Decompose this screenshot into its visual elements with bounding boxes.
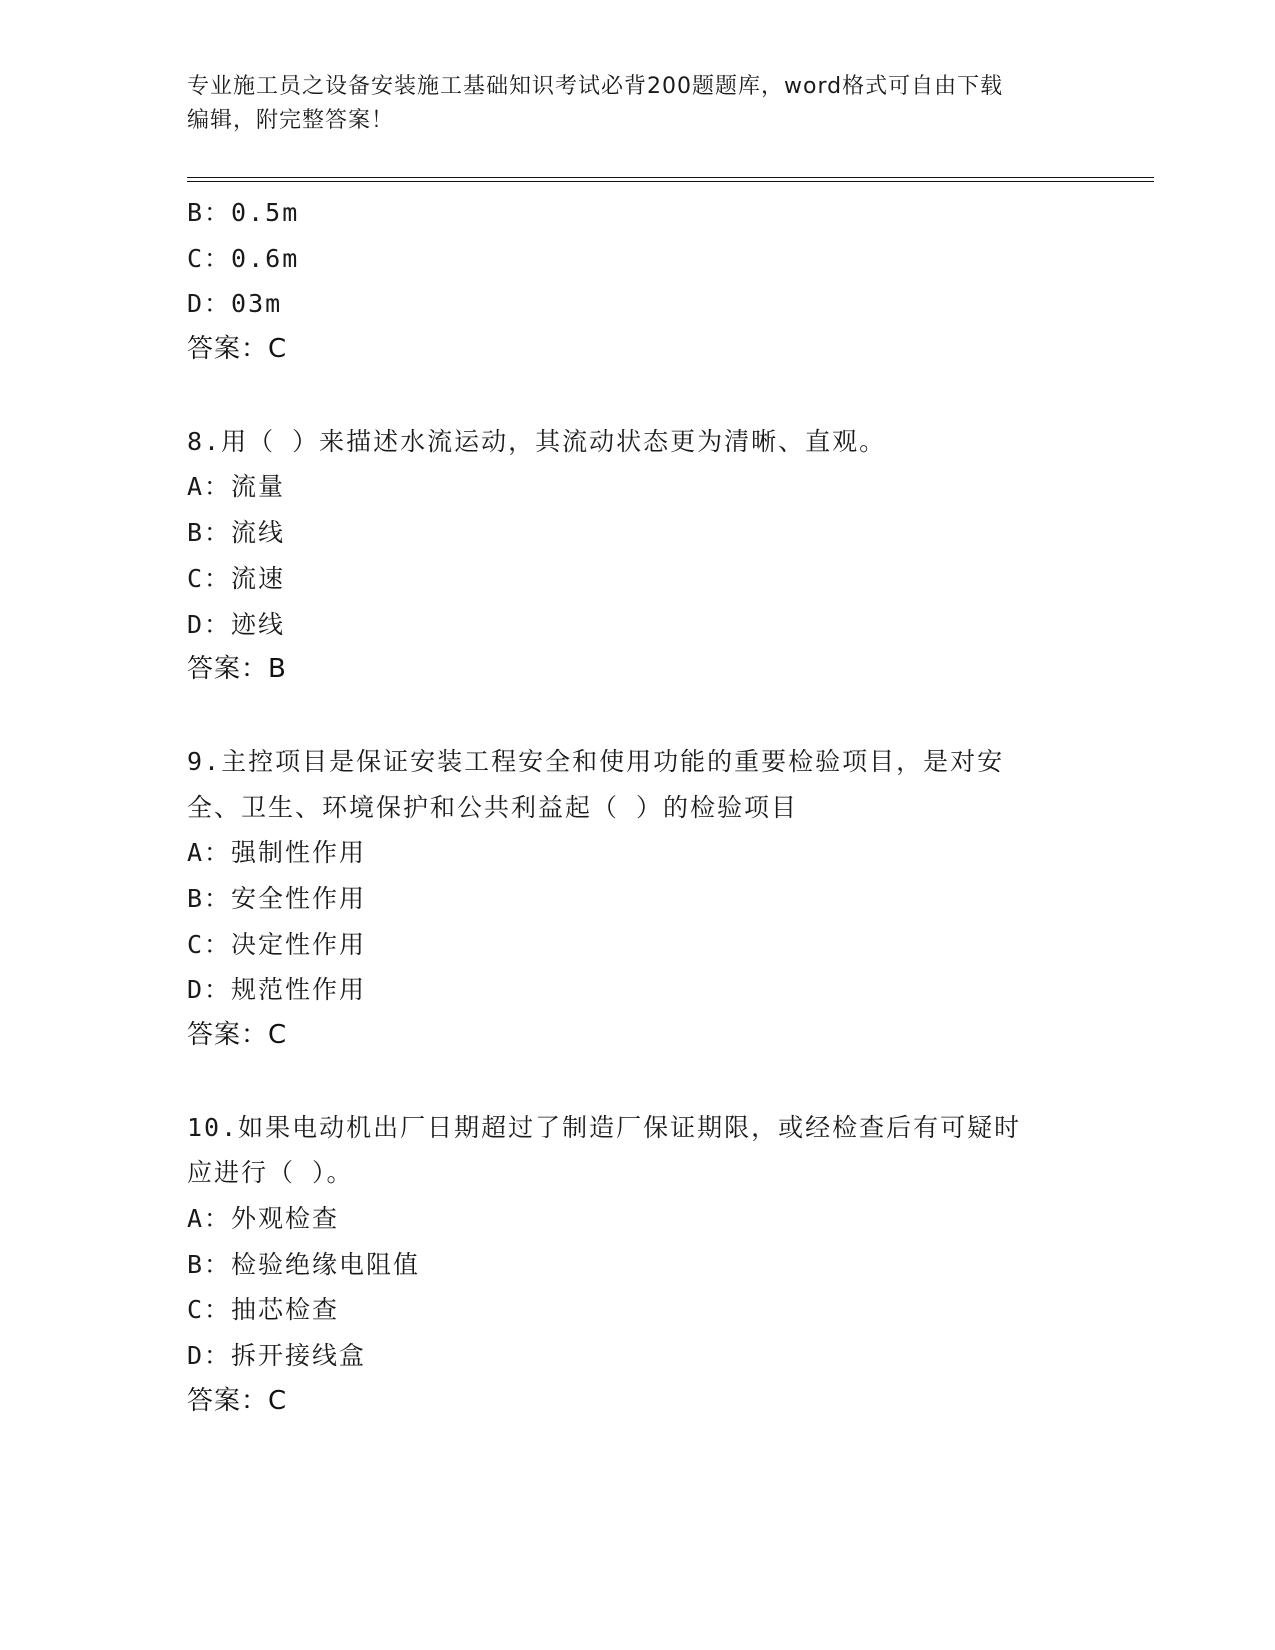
option-c: C：决定性作用 xyxy=(187,929,367,959)
question-text: 8.用（ ）来描述水流运动，其流动状态更为清晰、直观。 xyxy=(187,426,887,456)
header-rule-top xyxy=(187,177,1154,178)
option-d: D：03m xyxy=(187,289,283,319)
header-line-1: 专业施工员之设备安装施工基础知识考试必背200题题库，word格式可自由下载 xyxy=(187,74,1004,99)
question-9 xyxy=(187,739,1087,1059)
question-8 xyxy=(187,419,1087,693)
option-a: A：强制性作用 xyxy=(187,838,367,868)
option-b: B：安全性作用 xyxy=(187,883,367,913)
option-c: C：流速 xyxy=(187,563,286,593)
option-d: D：规范性作用 xyxy=(187,975,367,1005)
question-10 xyxy=(187,1105,1087,1425)
option-c: C：抽芯检查 xyxy=(187,1295,340,1325)
header-rule-bottom xyxy=(187,181,1154,182)
option-b: B：检验绝缘电阻值 xyxy=(187,1249,421,1279)
answer: 答案：C xyxy=(187,1385,288,1416)
answer: 答案：C xyxy=(187,334,288,365)
question-text-cont: 全、卫生、环境保护和公共利益起（ ）的检验项目 xyxy=(187,792,799,822)
question-text-cont: 应进行（ ）。 xyxy=(187,1158,354,1188)
option-c: C：0.6m xyxy=(187,243,300,273)
option-d: D：拆开接线盒 xyxy=(187,1341,367,1371)
answer: 答案：B xyxy=(187,654,287,685)
answer: 答案：C xyxy=(187,1020,288,1050)
document-header xyxy=(187,70,1087,138)
option-b: B：0.5m xyxy=(187,198,300,227)
question-7-continued xyxy=(187,190,1087,373)
option-b: B：流线 xyxy=(187,518,286,548)
option-a: A：流量 xyxy=(187,472,286,502)
option-a: A：外观检查 xyxy=(187,1204,340,1234)
question-text: 10.如果电动机出厂日期超过了制造厂保证期限，或经检查后有可疑时 xyxy=(187,1112,1022,1142)
option-d: D：迹线 xyxy=(187,609,286,639)
question-content xyxy=(187,190,1087,1425)
question-text: 9.主控项目是保证安装工程安全和使用功能的重要检验项目，是对安 xyxy=(187,746,1005,776)
header-line-2: 编辑，附完整答案！ xyxy=(187,108,395,133)
